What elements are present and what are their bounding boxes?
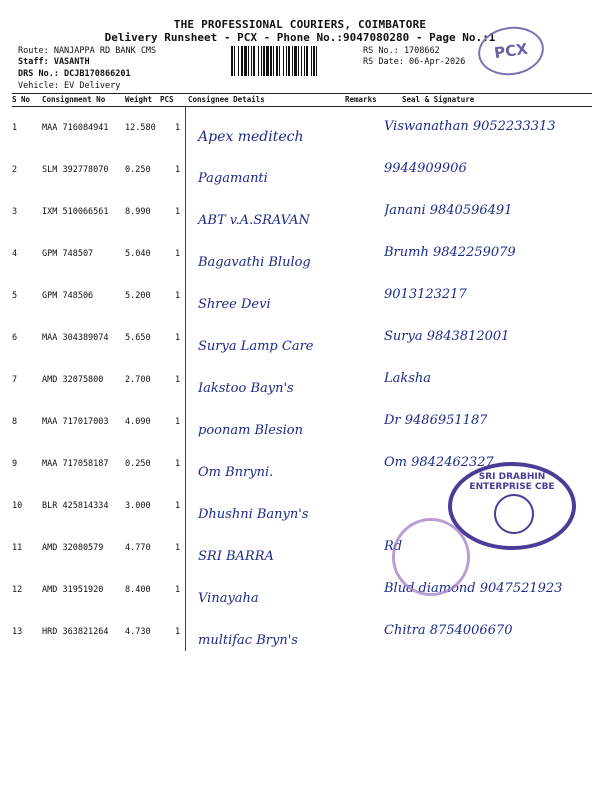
consignee-handwriting: Vinayaha [198,591,259,606]
consignee-handwriting: Shree Devi [198,297,271,312]
row-sno: 11 [12,543,23,553]
col-seal: Seal & Signature [402,95,475,104]
row-consignment: BLR 425814334 [42,501,109,511]
row-consignment: AMD 32075800 [42,375,104,385]
row-weight: 0.250 [125,165,151,175]
row-consignment: MAA 304389074 [42,333,109,343]
row-sno: 7 [12,375,18,385]
recipient-signature: 9013123217 [384,287,467,302]
barcode-bar [248,46,249,76]
runsheet-subtitle: Delivery Runsheet - PCX - Phone No.:9047080280 - Page No.:1 [104,31,496,44]
secondary-stamp [392,518,470,596]
barcode-bar [231,46,233,76]
barcode-bar [306,46,308,76]
row-consignment: SLM 392778070 [42,165,109,175]
barcode-bar [241,46,243,76]
vehicle-label: Vehicle: EV Delivery [18,81,121,91]
recipient-signature: Surya 9843812001 [384,329,510,344]
recipient-signature: 9944909906 [384,161,467,176]
pcx-stamp: PCX [475,23,547,80]
consignee-handwriting: Apex meditech [198,129,304,145]
row-sno: 2 [12,165,18,175]
row-sno: 8 [12,417,18,427]
row-pcs: 1 [175,249,181,259]
row-sno: 9 [12,459,18,469]
row-weight: 4.090 [125,417,151,427]
route-label: Route: NANJAPPA RD BANK CMS [18,46,157,56]
barcode-bar [238,46,239,76]
row-sno: 6 [12,333,18,343]
barcode-bar [261,46,262,76]
row-consignment: HRD 363821264 [42,627,109,637]
recipient-signature: Om 9842462327 [384,455,494,470]
table-row [12,317,592,359]
table-row [12,233,592,275]
col-weight: Weight [125,95,153,104]
row-weight: 5.200 [125,291,151,301]
consignee-handwriting: Om Bnryni. [198,465,274,480]
barcode-bar [270,46,272,76]
consignee-handwriting: Pagamanti [198,171,268,186]
row-consignment: AMD 31951920 [42,585,104,595]
row-weight: 8.400 [125,585,151,595]
consignee-handwriting: Surya Lamp Care [198,339,314,354]
consignee-handwriting: Bagavathi Blulog [198,255,311,270]
table-row [12,275,592,317]
row-consignment: MAA 717058187 [42,459,109,469]
row-pcs: 1 [175,165,181,175]
row-pcs: 1 [175,585,181,595]
barcode-bar [283,46,284,76]
seal-stamp: SRI DRABHIN ENTERPRISE CBE [448,462,576,550]
row-weight: 5.040 [125,249,151,259]
barcode-bar [313,46,315,76]
row-sno: 12 [12,585,23,595]
barcode-bar [266,46,269,76]
col-consignee: Consignee Details [188,95,265,104]
row-consignment: GPM 748507 [42,249,94,259]
row-consignment: AMD 32080579 [42,543,104,553]
barcode-bar [244,46,247,76]
row-pcs: 1 [175,459,181,469]
consignee-handwriting: SRI BARRA [198,549,274,564]
row-weight: 12.580 [125,123,156,133]
row-pcs: 1 [175,375,181,385]
consignee-handwriting: Dhushni Banyn's [198,507,309,522]
barcode-bar [316,46,317,76]
table-row [12,149,592,191]
consignee-handwriting: poonam Blesion [198,423,303,438]
row-weight: 2.700 [125,375,151,385]
row-weight: 4.770 [125,543,151,553]
row-sno: 4 [12,249,18,259]
drs-number: DRS No.: DCJB170866201 [18,69,131,79]
barcode-bar [234,46,235,76]
table-row [12,611,592,653]
recipient-signature: Chitra 8754006670 [384,623,513,638]
col-sno: S No [12,95,31,104]
col-pcs: PCS [160,95,174,104]
barcode-bar [301,46,302,76]
barcode-bar [294,46,297,76]
row-pcs: 1 [175,291,181,301]
recipient-signature: Rd [384,539,403,554]
barcode-bar [276,46,278,76]
row-sno: 3 [12,207,18,217]
row-sno: 10 [12,501,23,511]
row-pcs: 1 [175,543,181,553]
company-title: THE PROFESSIONAL COURIERS, COIMBATORE [173,18,427,31]
rs-date: RS Date: 06-Apr-2026 [363,57,466,67]
table-row [12,569,592,611]
staff-label: Staff: VASANTH [18,57,90,67]
row-pcs: 1 [175,501,181,511]
recipient-signature: Janani 9840596491 [384,203,513,218]
consignee-handwriting: Iakstoo Bayn's [198,381,294,396]
recipient-signature: Dr 9486951187 [384,413,488,428]
table-row [12,107,592,149]
col-consignment: Consignment No [42,95,106,104]
row-sno: 13 [12,627,23,637]
row-sno: 5 [12,291,18,301]
row-weight: 3.000 [125,501,151,511]
col-remarks: Remarks [345,95,377,104]
barcode-bar [258,46,259,76]
row-pcs: 1 [175,417,181,427]
row-weight: 5.650 [125,333,151,343]
table-row [12,191,592,233]
barcode-bar [251,46,252,76]
row-sno: 1 [12,123,18,133]
row-consignment: IXM 510066561 [42,207,109,217]
barcode-bar [263,46,265,76]
recipient-signature: Viswanathan 9052233313 [384,119,556,134]
row-weight: 0.250 [125,459,151,469]
table-row [12,359,592,401]
barcode-bar [279,46,280,76]
row-pcs: 1 [175,207,181,217]
barcode-bar [311,46,312,76]
recipient-signature: Blud diamond 9047521923 [384,581,563,596]
table-header [12,95,592,106]
row-consignment: MAA 717017003 [42,417,109,427]
row-weight: 4.730 [125,627,151,637]
row-weight: 8.990 [125,207,151,217]
header-top-rule [12,93,592,94]
row-consignment: MAA 716084941 [42,123,109,133]
barcode-bar [253,46,255,76]
row-pcs: 1 [175,627,181,637]
barcode-bar [292,46,293,76]
consignee-handwriting: ABT v.A.SRAVAN [198,213,310,228]
barcode-bar [304,46,305,76]
recipient-signature: Brumh 9842259079 [384,245,516,260]
row-pcs: 1 [175,333,181,343]
recipient-signature: Laksha [384,371,432,386]
row-pcs: 1 [175,123,181,133]
barcode-bar [286,46,287,76]
rs-number: RS No.: 1708662 [363,46,440,56]
consignee-handwriting: multifac Bryn's [198,633,298,648]
barcode [231,46,359,76]
barcode-bar [273,46,274,76]
barcode-bar [288,46,290,76]
table-row [12,401,592,443]
row-consignment: GPM 748506 [42,291,94,301]
barcode-bar [298,46,299,76]
